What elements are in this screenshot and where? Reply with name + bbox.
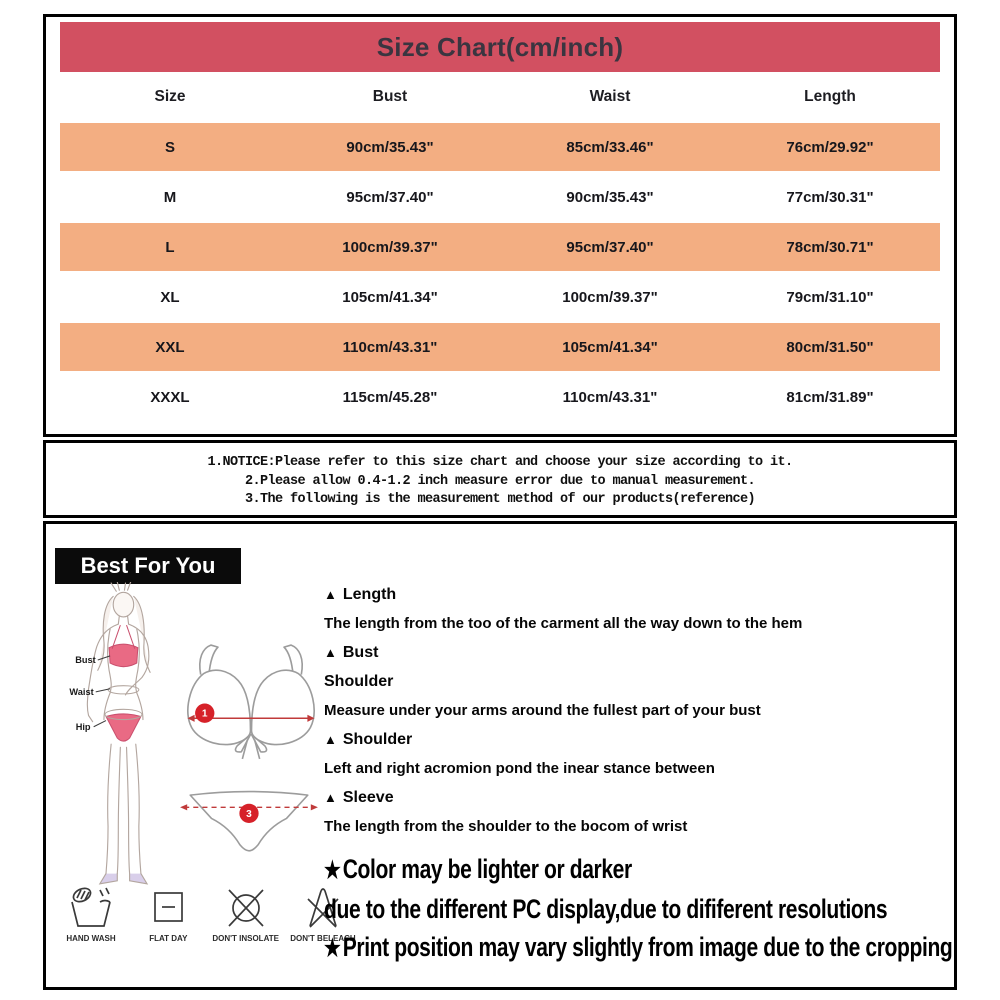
guide-title-text: Length bbox=[342, 586, 397, 603]
care-label: DON'T BELEACH bbox=[290, 934, 356, 943]
flat-dry-icon bbox=[144, 886, 192, 930]
table-row bbox=[60, 372, 940, 422]
care-label: FLAT DAY bbox=[149, 934, 188, 943]
guide-desc-length: The length from the too of the carment all the way down to the hem bbox=[324, 615, 803, 632]
size-value: L bbox=[165, 238, 175, 256]
bust-value: 90cm/35.43" bbox=[346, 138, 434, 156]
disclaimer-line-3 bbox=[324, 928, 953, 968]
disclaimer-text: Color may be lighter or darker bbox=[342, 854, 632, 884]
care-item-dont-insolate bbox=[211, 886, 281, 943]
star-icon: ★ bbox=[324, 857, 341, 884]
guide-desc-sleeve: The length from the shoulder to the bocom of wrist bbox=[324, 818, 688, 835]
notice-line-2: 2.Please allow 0.4-1.2 inch measure error due to manual measurement. bbox=[244, 473, 756, 489]
measurement-figure bbox=[58, 582, 193, 890]
size-value: XXL bbox=[155, 338, 185, 356]
size-chart-title: Size Chart(cm/inch) bbox=[376, 31, 624, 62]
disclaimer-line-2 bbox=[324, 890, 888, 928]
best-for-you-panel bbox=[43, 521, 957, 990]
bra-outline-illustration bbox=[183, 640, 319, 764]
triangle-icon: ▲ bbox=[324, 645, 337, 660]
triangle-icon: ▲ bbox=[324, 790, 337, 805]
bust-value: 95cm/37.40" bbox=[346, 188, 434, 206]
bust-value: 105cm/41.34" bbox=[342, 288, 438, 306]
notice-line-1: 1.NOTICE:Please refer to this size chart and choose your size according to it. bbox=[207, 455, 793, 470]
measure-guide-text bbox=[324, 580, 954, 968]
hand-wash-icon bbox=[67, 886, 115, 930]
star-icon: ★ bbox=[324, 935, 341, 962]
size-value: XL bbox=[160, 288, 180, 306]
guide-title-text: Shoulder bbox=[342, 731, 413, 748]
best-for-you-badge: Best For You bbox=[55, 548, 241, 584]
size-value: XXXL bbox=[150, 388, 190, 406]
size-value: S bbox=[164, 138, 175, 156]
guide-title-bust bbox=[324, 638, 954, 667]
table-row bbox=[60, 172, 940, 222]
disclaimer-text: Print position may vary slightly from image due to the cropping bbox=[342, 932, 953, 962]
guide-title-length bbox=[324, 580, 954, 609]
column-header-bust: Bust bbox=[372, 88, 408, 105]
panty-outline-illustration bbox=[179, 786, 319, 862]
triangle-icon: ▲ bbox=[324, 732, 337, 747]
bra-diagram bbox=[183, 640, 319, 764]
waist-value: 85cm/33.46" bbox=[566, 138, 654, 156]
disclaimer-text: due to the different PC display,due to dififerent resolutions bbox=[324, 894, 888, 924]
length-value: 77cm/30.31" bbox=[786, 188, 874, 206]
care-label: HAND WASH bbox=[66, 934, 116, 943]
guide-title-shoulder bbox=[324, 725, 954, 754]
bust-value: 110cm/43.31" bbox=[342, 338, 438, 356]
guide-subtitle-shoulder: Shoulder bbox=[324, 673, 394, 690]
guide-title-text: Bust bbox=[342, 644, 379, 661]
waist-value: 95cm/37.40" bbox=[566, 238, 654, 256]
column-header-size: Size bbox=[154, 88, 186, 105]
triangle-icon: ▲ bbox=[324, 587, 337, 602]
bust-value: 100cm/39.37" bbox=[342, 238, 438, 256]
table-header-row bbox=[60, 72, 940, 122]
length-value: 80cm/31.50" bbox=[786, 338, 874, 356]
waist-value: 105cm/41.34" bbox=[562, 338, 658, 356]
table-row bbox=[60, 272, 940, 322]
bra-marker-number: 1 bbox=[201, 708, 208, 720]
notice-line-3: 3.The following is the measurement method of our products(reference) bbox=[244, 492, 756, 507]
bust-value: 115cm/45.28" bbox=[342, 388, 438, 406]
guide-desc-bust: Measure under your arms around the fullest part of your bust bbox=[324, 702, 761, 719]
size-value: M bbox=[163, 188, 177, 206]
care-item-flat-dry bbox=[133, 886, 203, 943]
waist-value: 100cm/39.37" bbox=[562, 288, 658, 306]
care-label: DON'T INSOLATE bbox=[212, 934, 279, 943]
guide-title-text: Sleeve bbox=[342, 789, 394, 806]
column-header-waist: Waist bbox=[589, 88, 631, 105]
length-value: 79cm/31.10" bbox=[786, 288, 874, 306]
disclaimer-line-1 bbox=[324, 850, 815, 890]
notice-panel bbox=[43, 440, 957, 518]
panty-diagram bbox=[179, 786, 319, 862]
waist-label: Waist bbox=[69, 686, 94, 697]
length-value: 81cm/31.89" bbox=[786, 388, 874, 406]
waist-value: 110cm/43.31" bbox=[562, 388, 658, 406]
hip-label: Hip bbox=[75, 721, 91, 732]
care-item-hand-wash bbox=[56, 886, 126, 943]
disclaimer-block bbox=[324, 850, 954, 968]
waist-value: 90cm/35.43" bbox=[566, 188, 654, 206]
hip-pointer-line bbox=[94, 721, 106, 727]
bust-label: Bust bbox=[75, 655, 96, 666]
dont-insolate-icon bbox=[222, 886, 270, 930]
guide-desc-shoulder: Left and right acromion pond the inear stance between bbox=[324, 760, 715, 777]
table-row bbox=[60, 323, 940, 371]
panty-marker-number: 3 bbox=[246, 808, 252, 820]
size-chart-panel bbox=[43, 14, 957, 437]
woman-sketch-illustration bbox=[58, 582, 193, 890]
care-icons-row bbox=[56, 886, 358, 943]
size-chart-header-bar bbox=[60, 22, 940, 72]
length-value: 76cm/29.92" bbox=[786, 138, 874, 156]
guide-title-sleeve bbox=[324, 783, 954, 812]
table-row bbox=[60, 223, 940, 271]
column-header-length: Length bbox=[804, 88, 856, 105]
length-value: 78cm/30.71" bbox=[786, 238, 874, 256]
table-row bbox=[60, 123, 940, 171]
